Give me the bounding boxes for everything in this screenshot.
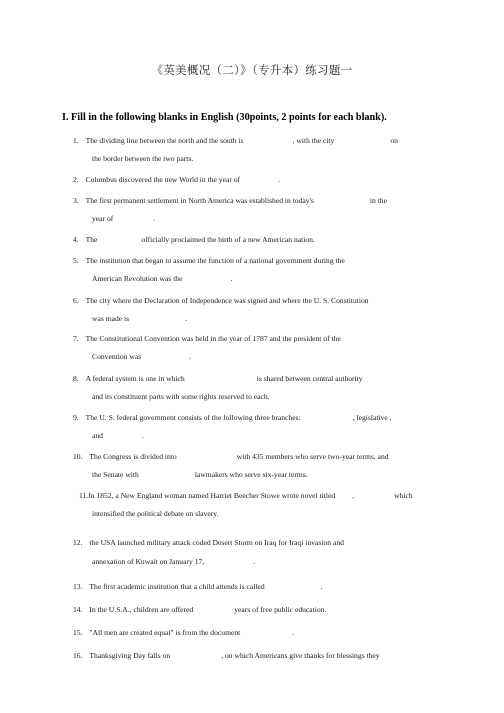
question-text: American Revolution was the [92, 274, 183, 283]
question-16 [73, 651, 380, 660]
question-number: 12. [73, 538, 83, 547]
question-number: 10. [73, 452, 83, 461]
question-10 [73, 452, 389, 461]
question-number: 13. [73, 582, 83, 591]
question-10-continuation [92, 470, 308, 479]
question-2 [73, 175, 280, 184]
question-text: and [92, 431, 103, 440]
question-6-continuation [92, 314, 187, 323]
question-6 [73, 296, 369, 305]
question-number: 3. [73, 196, 79, 205]
question-text: The Constitutional Convention was held in the year of 1787 and the president of the [85, 334, 341, 343]
question-9 [73, 413, 392, 422]
question-text: Columbus discovered the new World in the year of [85, 175, 241, 184]
question-3 [73, 196, 387, 205]
question-text: , legislative , [352, 413, 392, 422]
question-text: lawmakers who serve six-year terms. [194, 470, 308, 479]
question-text: . [230, 274, 233, 283]
question-text: the USA launched military attack coded Desert Storm on Iraq for Iraqi invasion and [89, 538, 344, 547]
question-text: the Senate with [92, 470, 139, 479]
question-text: . [189, 352, 192, 361]
question-text: In the U.S.A., children are offered [89, 605, 194, 614]
question-text: The institution that began to assume the function of a national government during the [85, 256, 345, 265]
question-13 [73, 582, 323, 591]
question-text: . [292, 628, 295, 637]
question-12 [73, 538, 344, 547]
question-number: 11. [79, 491, 89, 500]
question-15 [73, 628, 294, 637]
question-text: is shared between central authority [256, 374, 363, 383]
question-8 [73, 374, 363, 383]
question-text: , with the city [292, 136, 335, 145]
question-number: 2. [73, 175, 79, 184]
question-7-continuation [92, 352, 191, 361]
question-text: The U. S. federal government consists of the following three branches: [85, 413, 301, 422]
question-text: officially proclaimed the birth of a new American nation. [141, 235, 315, 244]
question-number: 1. [73, 136, 79, 145]
question-4 [73, 235, 315, 244]
question-text: The [85, 235, 98, 244]
question-number: 7. [73, 334, 79, 343]
question-text: . [253, 557, 256, 566]
question-text: In 1852, a New England woman named Harriet Beecher Stowe wrote novel titled [88, 491, 336, 500]
question-number: 8. [73, 374, 79, 383]
question-14 [73, 605, 326, 614]
question-text: . [320, 582, 323, 591]
question-number: 16. [73, 651, 83, 660]
question-text: The dividing line between the north and the south is [85, 136, 244, 145]
question-text: year of [92, 214, 114, 223]
question-5-continuation [92, 274, 232, 283]
question-text: . [185, 314, 188, 323]
question-text: in the [369, 196, 387, 205]
question-11 [79, 491, 413, 500]
question-number: 15. [73, 628, 83, 637]
question-text: The first academic institution that a child attends is called [89, 582, 265, 591]
question-3-continuation [92, 214, 155, 223]
question-text: years of free public education. [234, 605, 327, 614]
question-text: Convention was [92, 352, 142, 361]
question-text: The Congress is divided into [89, 452, 177, 461]
question-number: 6. [73, 296, 79, 305]
question-text: with 435 members who serve two-year terms, and [236, 452, 389, 461]
question-12-continuation [92, 557, 255, 566]
question-5 [73, 256, 345, 265]
question-number: 4. [73, 235, 79, 244]
question-text: A federal system is one in which [85, 374, 185, 383]
question-number: 5. [73, 256, 79, 265]
question-text: . [141, 431, 144, 440]
question-text: The city where the Declaration of Independence was signed and where the U. S. Constitution [85, 296, 369, 305]
question-text: which [394, 491, 413, 500]
question-text: . [153, 214, 156, 223]
question-number: 9. [73, 413, 79, 422]
question-text: on [390, 136, 398, 145]
question-8-continuation: and its constituent parts with some rights reserved to each. [92, 392, 270, 401]
question-text: , on which Americans give thanks for blessings they [221, 651, 380, 660]
question-7 [73, 334, 341, 343]
question-number: 14. [73, 605, 83, 614]
question-text: , [352, 491, 355, 500]
question-text: was made is [92, 314, 130, 323]
question-1-continuation: the border between the two parts. [92, 154, 194, 163]
section-heading: I. Fill in the following blanks in English (30points, 2 points for each blank). [62, 112, 387, 123]
question-text: The first permanent settlement in North America was established in today's [85, 196, 314, 205]
question-9-continuation [92, 431, 144, 440]
question-11-continuation: intensified the political debate on slavery. [92, 509, 219, 518]
question-text: Thanksgiving Day falls on [89, 651, 171, 660]
question-text: . [278, 175, 280, 184]
question-text: annexation of Kuwait on January 17, [92, 557, 205, 566]
question-1 [73, 136, 398, 145]
page-title: 《英美概况（二）》（专升本）练习题一 [151, 65, 353, 77]
question-text: "All men are created equal" is from the document [89, 628, 241, 637]
